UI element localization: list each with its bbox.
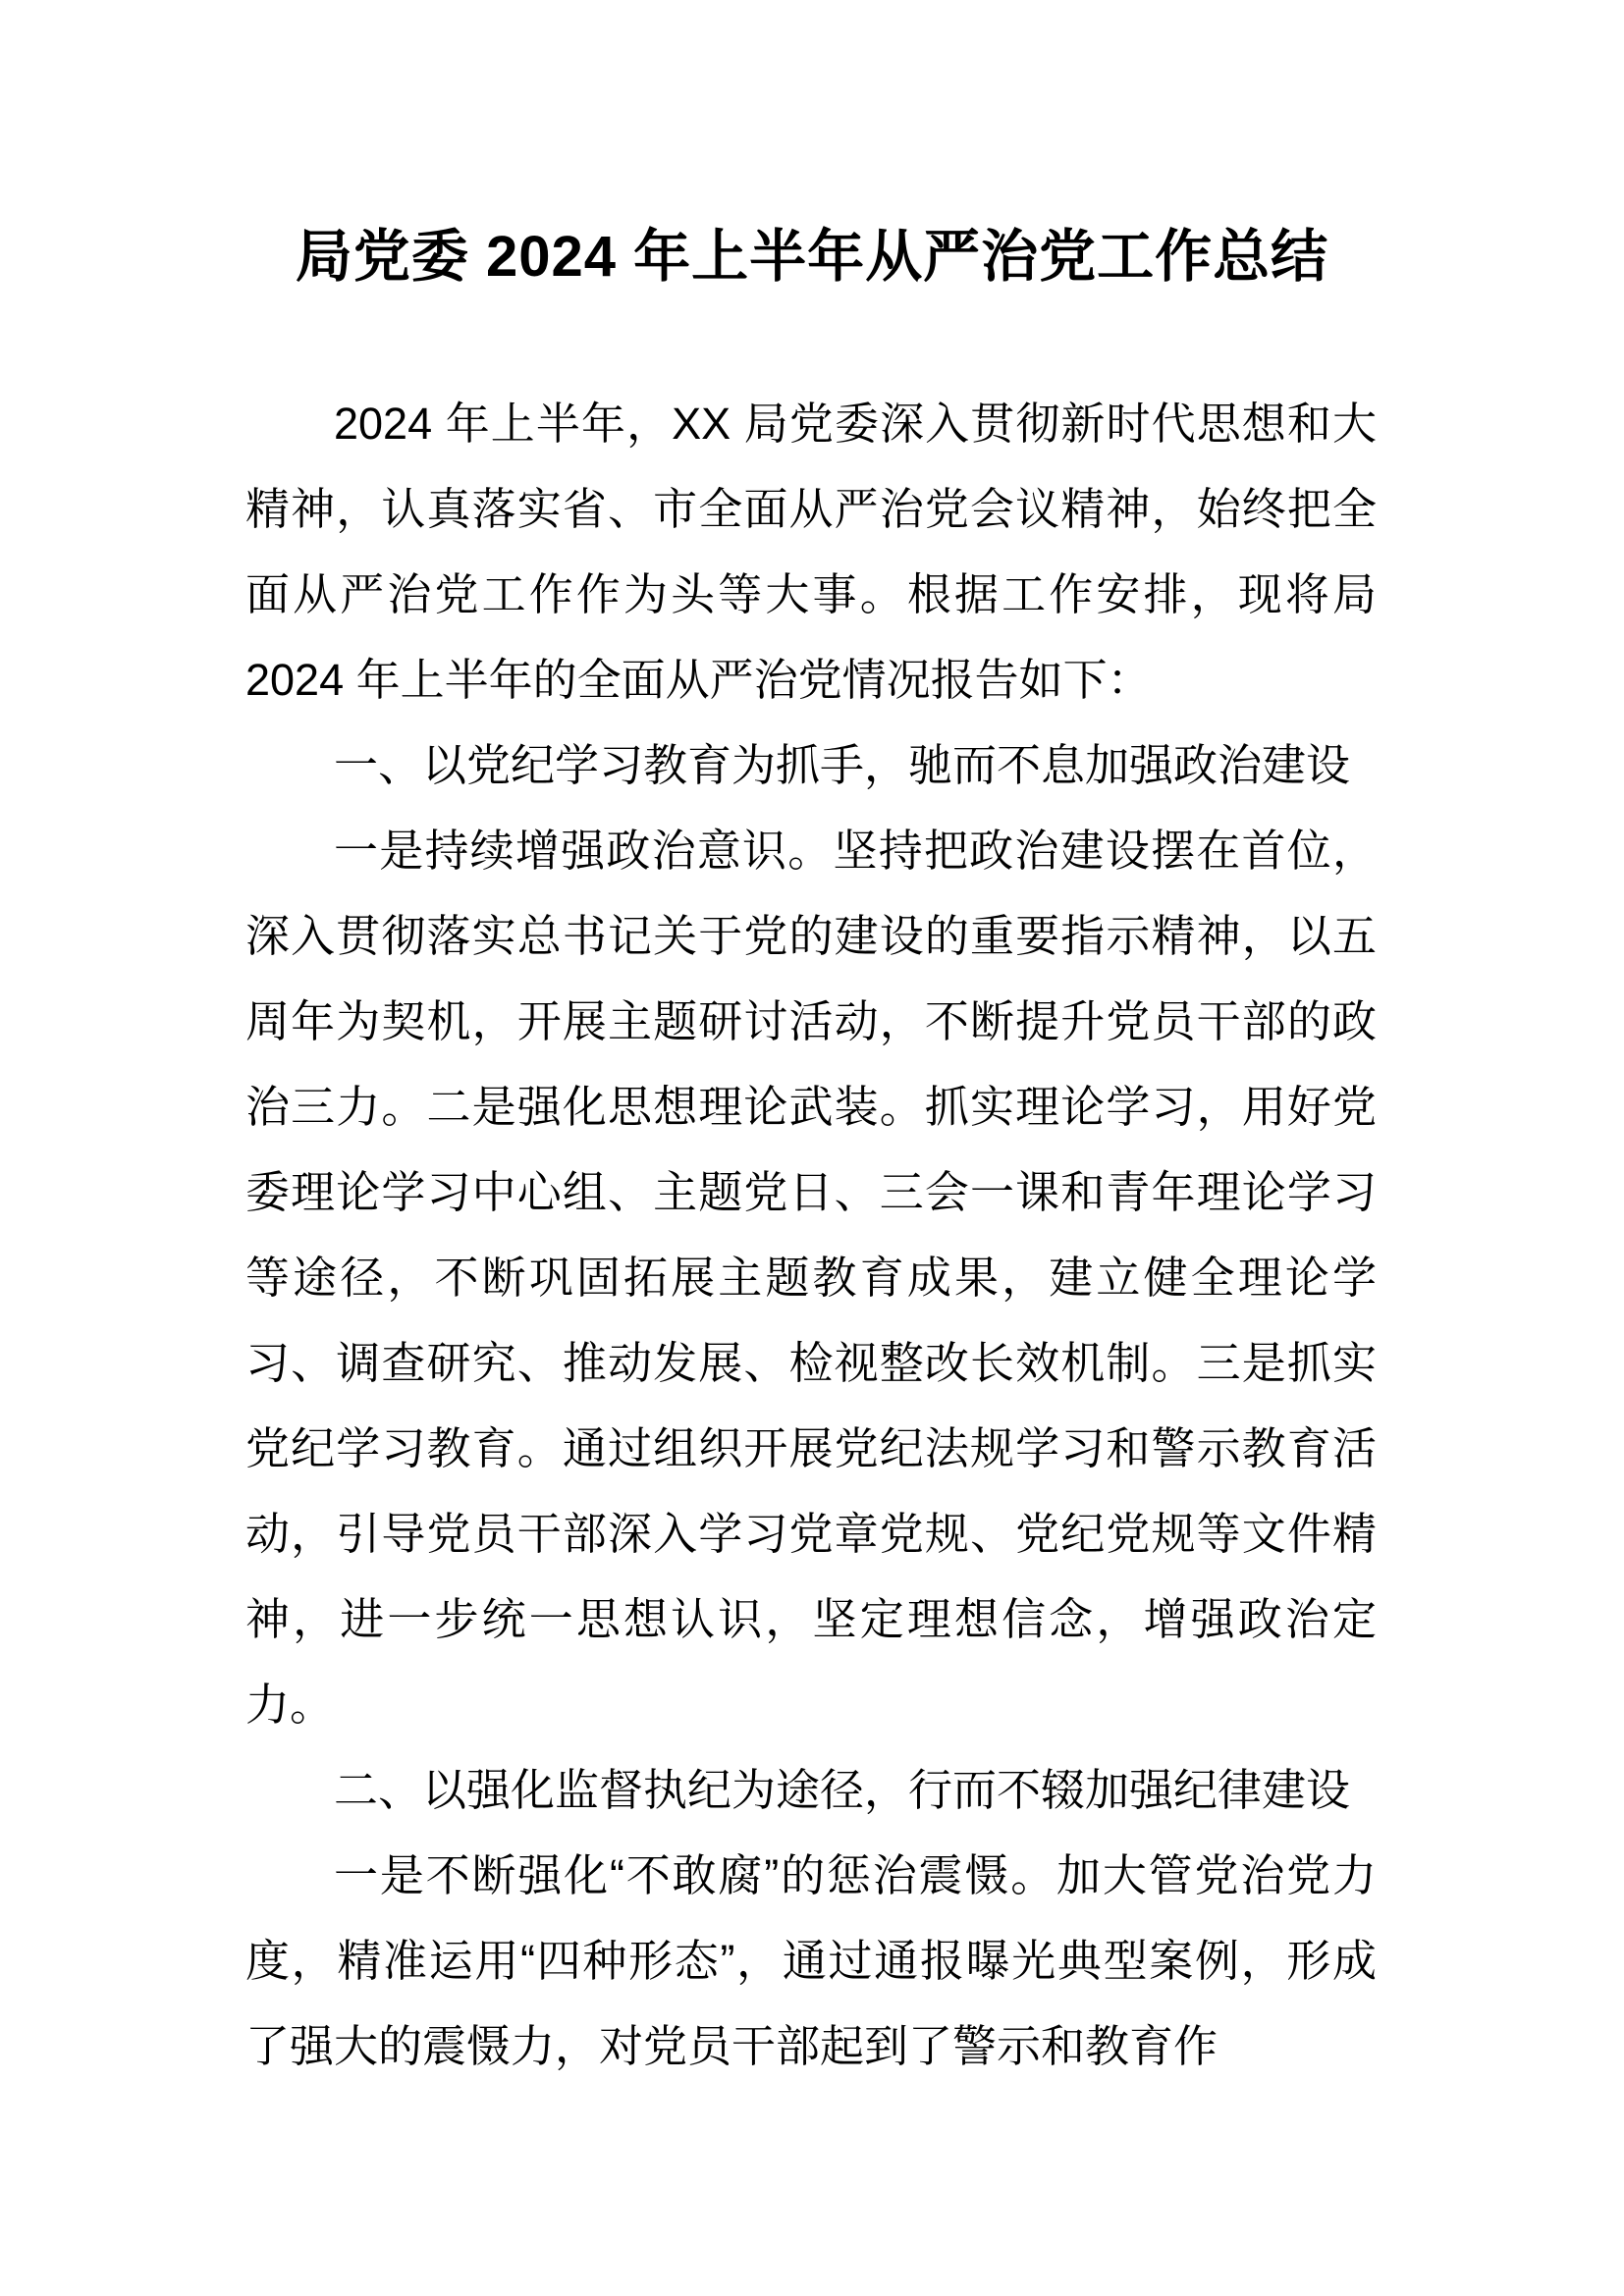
body-paragraph-section-2: 一是不断强化“不敢腐”的惩治震慑。加大管党治党力度，精准运用“四种形态”，通过通报曝光典型案例，形成了强大的震慑力，对党员干部起到了警示和教育作 <box>245 1850 1377 2071</box>
section-heading-1: 一、以党纪学习教育为抓手，驰而不息加强政治建设 <box>334 740 1351 790</box>
document-title: 局党委 2024 年上半年从严治党工作总结 <box>295 225 1329 289</box>
document-body <box>0 326 1624 2089</box>
body-paragraph-section-1: 一是持续增强政治意识。坚持把政治建设摆在首位，深入贯彻落实总书记关于党的建设的重要指示精神，以五周年为契机，开展主题研讨活动，不断提升党员干部的政治三力。二是强化思想理论武装。抓实理论学习，用好党委理论学习中心组、主题党日、三会一课和青年理论学习等途径，不断巩固拓展主题教育成果，建立健全理论学习、调查研究、推动发展、检视整改长效机制。三是抓实党纪学习教育。通过组织开展党纪法规学习和警示教育活动，引导党员干部深入学习党章党规、党纪党规等文件精神，进一步统一思想认识，坚定理想信念，增强政治定力。 <box>245 826 1377 1730</box>
body-paragraph-intro: 2024 年上半年，XX 局党委深入贯彻新时代思想和大精神，认真落实省、市全面从严治党会议精神，始终把全面从严治党工作作为头等大事。根据工作安排，现将局 2024 年上半年的全面从严治党情况报告如下： <box>245 399 1377 705</box>
section-heading-2: 二、以强化监督执纪为途径，行而不辍加强纪律建设 <box>334 1765 1351 1815</box>
